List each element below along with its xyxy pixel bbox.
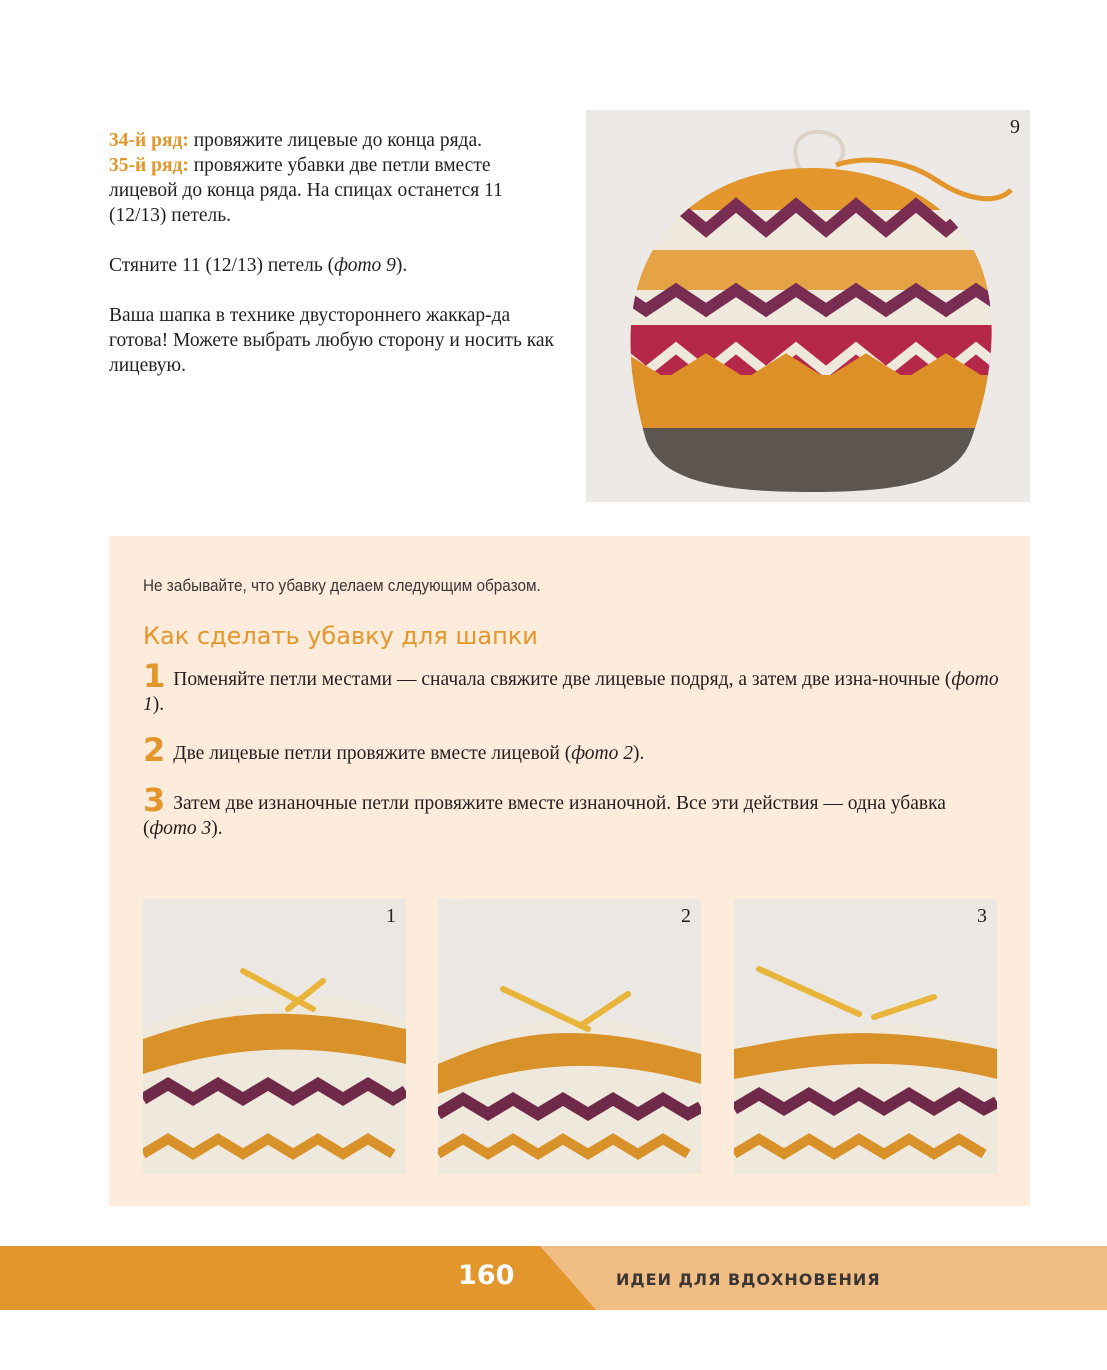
step-1 (143, 657, 1003, 717)
row-35-text: провяжите убавки две петли вместе лицевой до конца ряда. На спицах останется 11 (12/13) петель. (109, 155, 503, 226)
row-35-label: 35-й ряд: (109, 155, 189, 176)
step-photo-1 (143, 899, 406, 1174)
step-2-text (173, 743, 644, 764)
final-paragraph: Ваша шапка в технике двустороннего жаккар-да готова! Можете выбрать любую сторону и носить как лицевую. (109, 305, 555, 376)
footer-band (0, 1246, 1107, 1310)
knitting-photo-1 (143, 899, 406, 1174)
step-1-end: ). (152, 694, 165, 715)
knitting-photo-2 (438, 899, 701, 1174)
step-3-end: ). (211, 818, 223, 839)
step-2 (143, 731, 1003, 769)
step-3-body: Затем две изнаночные петли провяжите вместе изнаночной. Все эти действия — одна убавка ( (143, 793, 946, 839)
page-number: 160 (458, 1260, 515, 1291)
tip-heading: Как сделать убавку для шапки (143, 622, 538, 650)
row-34-text: провяжите лицевые до конца ряда. (188, 130, 482, 151)
step-3-photo-ref: фото 3 (149, 818, 212, 839)
step-2-end: ). (633, 743, 645, 764)
step-photo-2 (438, 899, 701, 1174)
gather-paragraph (109, 253, 559, 278)
step-3-text (143, 793, 946, 839)
hat-photo (586, 110, 1030, 502)
step-photo-1-number: 1 (386, 905, 396, 927)
rows-paragraph (109, 128, 559, 228)
step-3-number: 3 (143, 781, 166, 819)
gather-end: ). (395, 255, 408, 276)
step-2-photo-ref: фото 2 (571, 743, 634, 764)
step-2-body: Две лицевые петли провяжите вместе лицевой ( (173, 743, 572, 764)
step-1-text (143, 669, 999, 715)
step-1-body: Поменяйте петли местами — сначала свяжите две лицевые подряд, а затем две изна-ночные ( (173, 669, 952, 690)
step-photo-3 (734, 899, 997, 1174)
gather-text: Стяните 11 (12/13) петель ( (109, 255, 335, 276)
tip-intro: Не забывайте, что убавку делаем следующим образом. (143, 576, 541, 595)
step-1-number: 1 (143, 657, 166, 695)
hat-photo-number: 9 (1010, 116, 1020, 138)
step-3 (143, 781, 1003, 841)
step-photo-2-number: 2 (681, 905, 691, 927)
row-34-label: 34-й ряд: (109, 130, 189, 151)
step-2-number: 2 (143, 731, 166, 769)
gather-photo-ref: фото 9 (334, 255, 396, 276)
section-title: ИДЕИ ДЛЯ ВДОХНОВЕНИЯ (616, 1270, 881, 1289)
step-1-photo-ref: фото 1 (143, 669, 999, 715)
step-photo-3-number: 3 (977, 905, 987, 927)
hat-illustration (586, 110, 1030, 502)
knitting-photo-3 (734, 899, 997, 1174)
intro-text (109, 128, 559, 403)
tip-box (109, 536, 1030, 1206)
